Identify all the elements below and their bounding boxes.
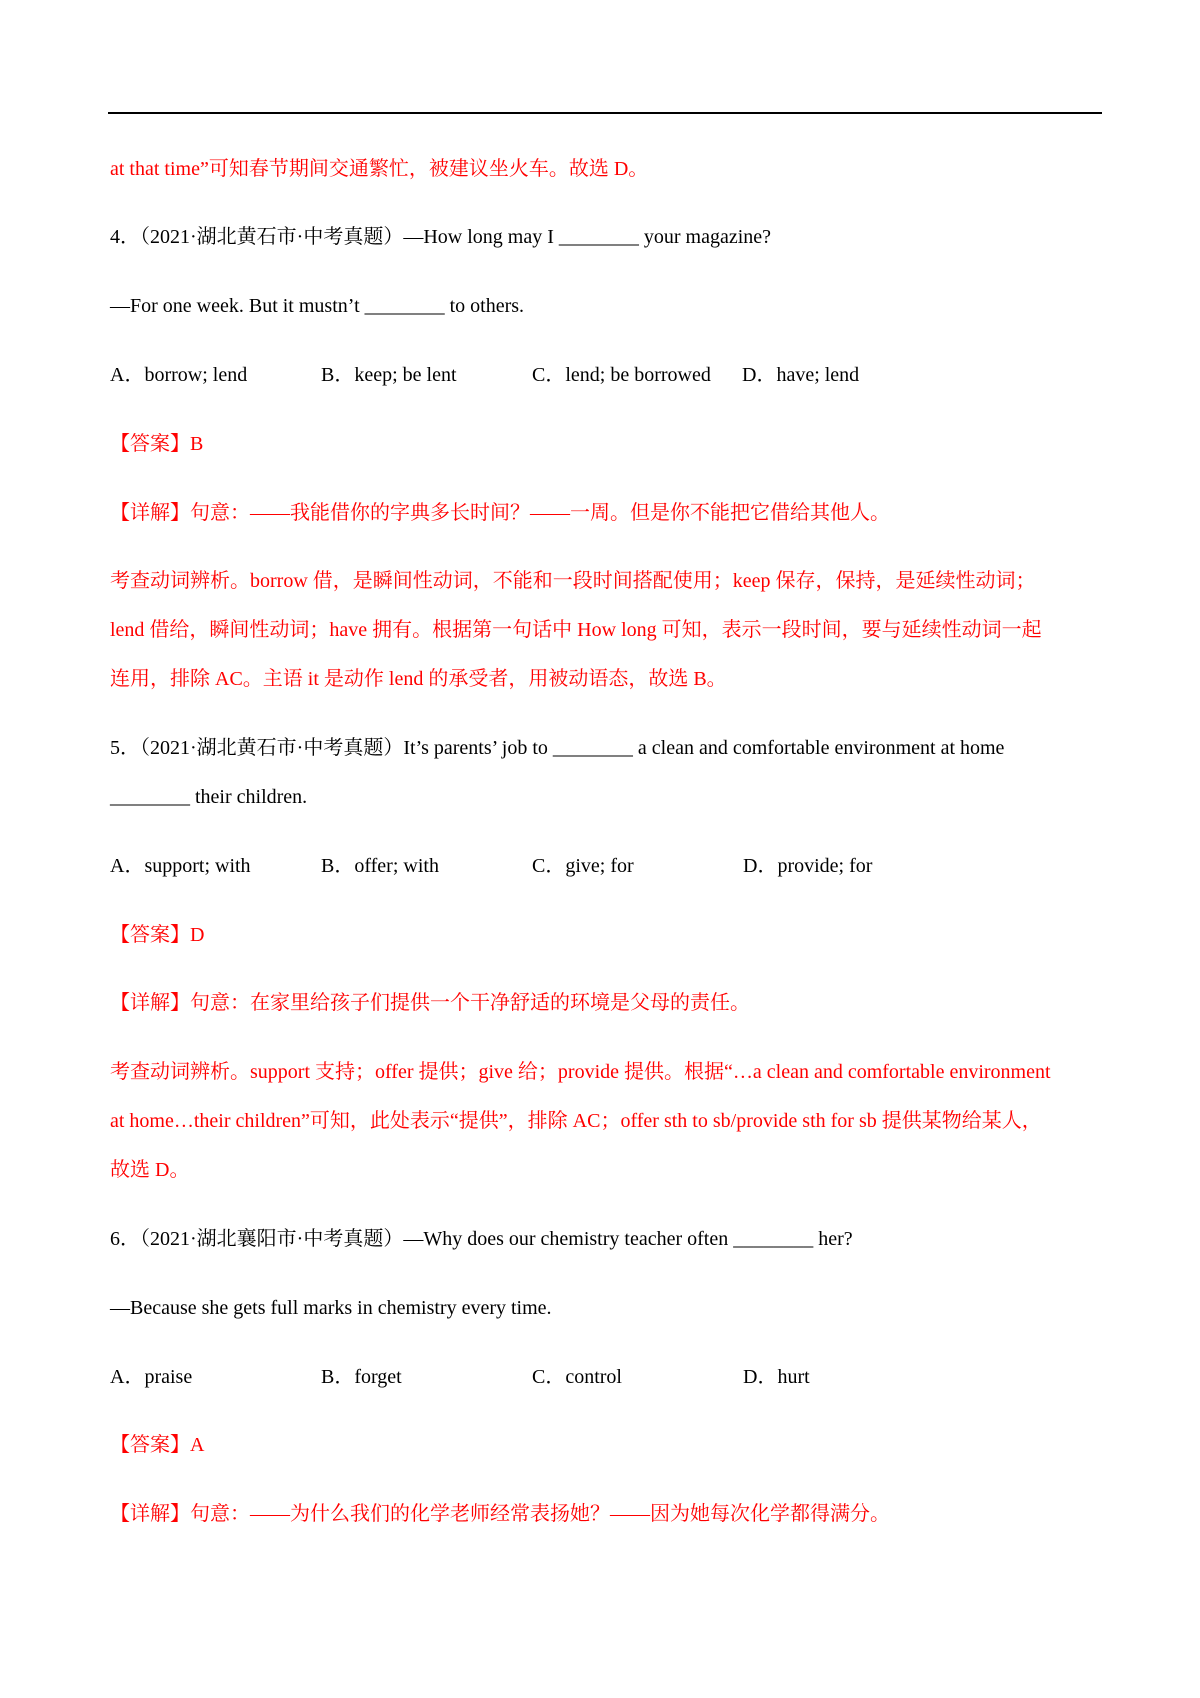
question-5-detail: 【详解】句意：在家里给孩子们提供一个干净舒适的环境是父母的责任。 [110,992,750,1014]
question-6-answer: 【答案】A [110,1434,205,1456]
question-4-options [110,362,859,388]
option-b: B．offer; with [321,855,439,877]
question-4-detail: 【详解】句意：——我能借你的字典多长时间？——一周。但是你不能把它借给其他人。 [110,502,890,524]
question-4-explanation-line: 考查动词辨析。borrow 借，是瞬间性动词，不能和一段时间搭配使用；keep 保存，保持，是延续性动词； [110,570,1036,592]
question-5-explanation-line: 考查动词辨析。support 支持；offer 提供；give 给；provide 提供。根据“…a clean and comfortable environment [110,1061,1051,1083]
question-4-stem: 4．（2021·湖北黄石市·中考真题）—How long may I ________ your magazine? [110,226,772,248]
question-4-explanation-line: 连用，排除 AC。主语 it 是动作 lend 的承受者，用被动语态，故选 B。 [110,668,727,690]
question-5-explanation-line: at home…their children”可知，此处表示“提供”，排除 AC；offer sth to sb/provide sth for sb 提供某物给某人， [110,1110,1042,1132]
question-5-answer: 【答案】D [110,924,205,946]
option-c: C．lend; be borrowed [532,364,711,386]
option-c: C．give; for [532,855,634,877]
option-d: D．hurt [743,1366,810,1388]
question-4-stem-line2: —For one week. But it mustn’t ________ to others. [110,295,525,317]
question-6-options [110,1364,810,1390]
question-5-explanation-line: 故选 D。 [110,1159,190,1181]
option-d: D．have; lend [742,364,860,386]
question-4-answer: 【答案】B [110,433,204,455]
option-b: B．forget [321,1366,402,1388]
option-a: A．praise [110,1366,193,1388]
option-b: B．keep; be lent [321,364,457,386]
option-d: D．provide; for [743,855,873,877]
question-5-stem: 5．（2021·湖北黄石市·中考真题）It’s parents’ job to ________ a clean and comfortable environment at home [110,737,1005,759]
question-6-detail: 【详解】句意：——为什么我们的化学老师经常表扬她？——因为她每次化学都得满分。 [110,1503,890,1525]
question-4-explanation-line: lend 借给，瞬间性动词；have 拥有。根据第一句话中 How long 可知，表示一段时间，要与延续性动词一起 [110,619,1042,641]
option-c: C．control [532,1366,622,1388]
continuation-text: at that time”可知春节期间交通繁忙，被建议坐火车。故选 D。 [110,158,649,180]
header-rule [108,112,1102,114]
option-a: A．support; with [110,855,251,877]
question-5-stem-line2: ________ their children. [110,786,308,808]
option-a: A．borrow; lend [110,364,248,386]
question-6-stem-line2: —Because she gets full marks in chemistry every time. [110,1297,552,1319]
question-5-options [110,853,872,879]
question-6-stem: 6．（2021·湖北襄阳市·中考真题）—Why does our chemistry teacher often ________ her? [110,1228,853,1250]
